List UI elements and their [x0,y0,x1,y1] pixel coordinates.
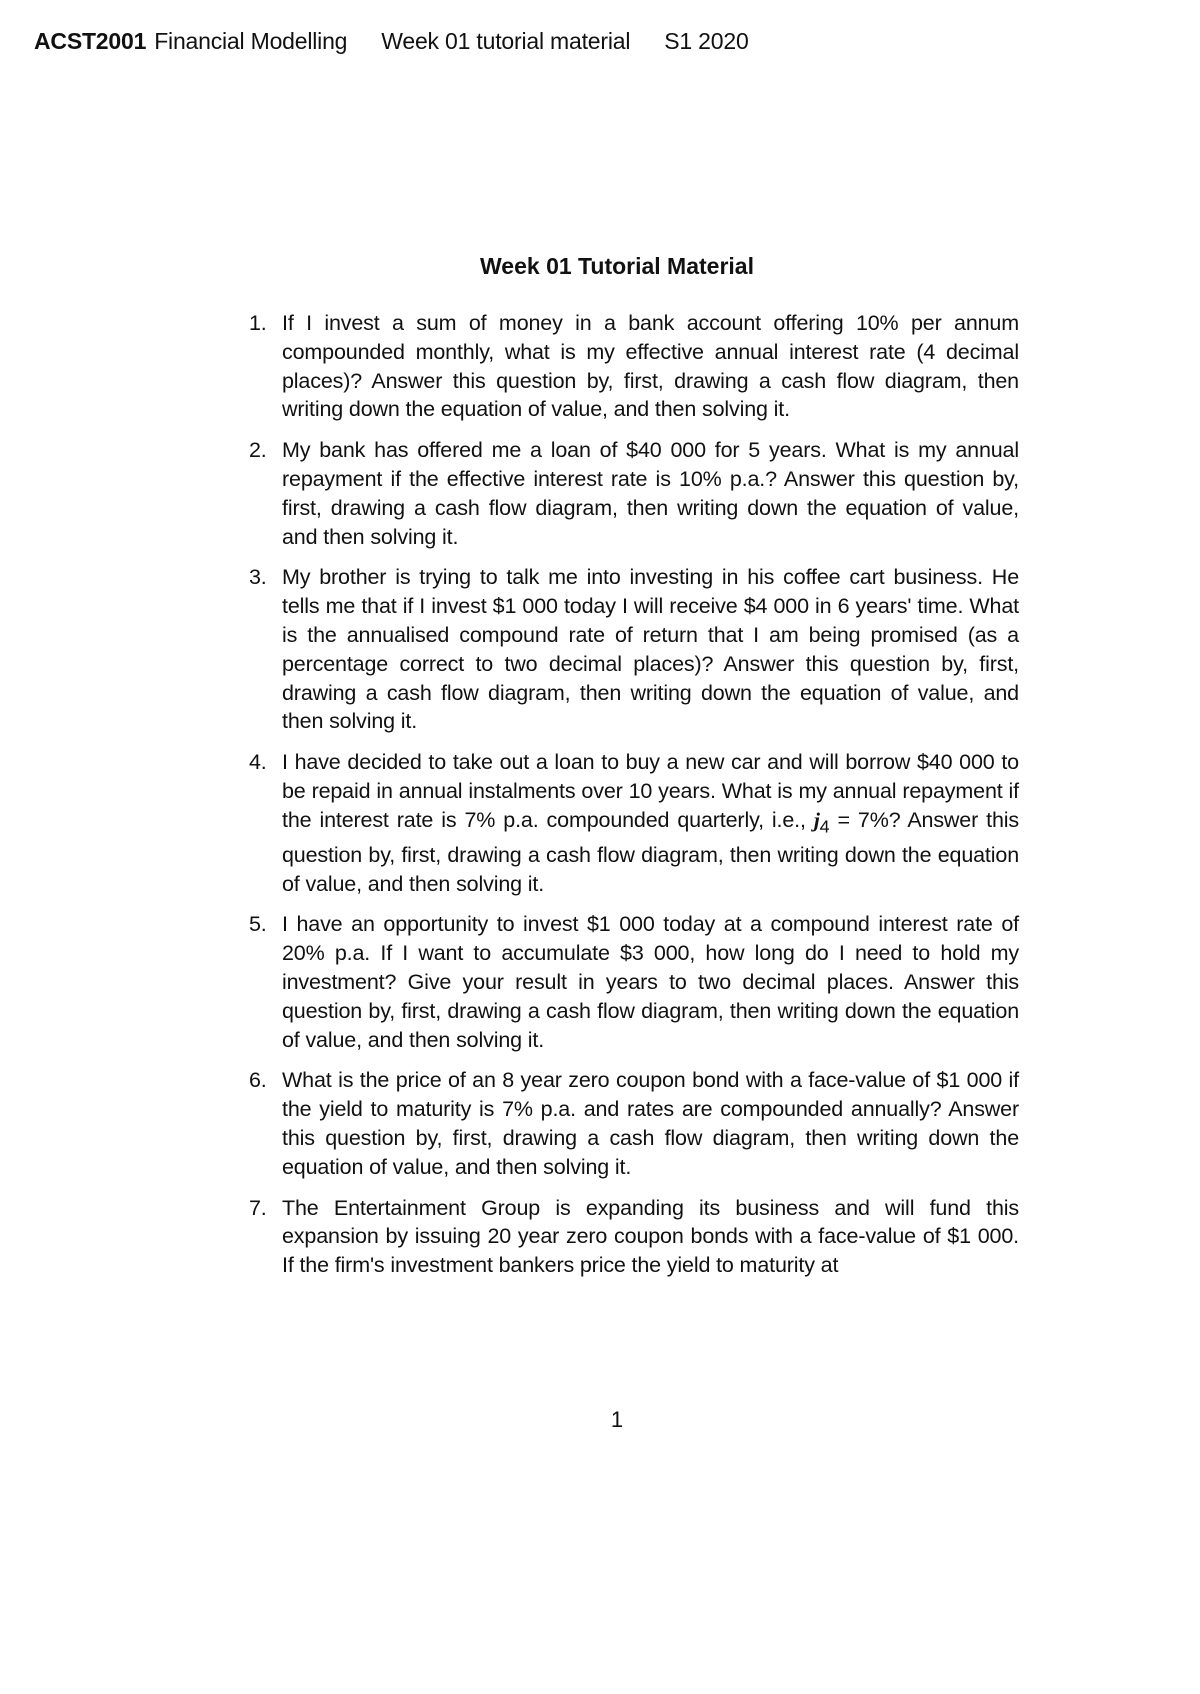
course-code: ACST2001 [34,28,147,54]
question-text: My brother is trying to talk me into investing in his coffee cart business. He tells me that if I invest $1 000 today I will receive $4 000 in 6 years' time. What is the annualised compound rate of return that I am being promised (as a percentage correct to two decimal places)? Answer this question by, first, drawing a cash flow diagram, then writing down the equation of value, and then solving it. [282,565,1019,734]
question-number: 6. [249,1068,267,1093]
question-text: My bank has offered me a loan of $40 000 for 5 years. What is my annual repayment if the effective interest rate is 10% p.a.? Answer this question by, first, drawing a cash flow diagram, then writing down the equation of value, and then solving it. [282,438,1019,549]
question-item [249,1066,1019,1181]
question-item [249,748,1019,898]
question-text-before: I have decided to take out a loan to buy a new car and will borrow $40 000 to be repaid in annual instalments over 10 years. What is my annual repayment if the interest rate is 7% p.a. compounded quarterly, i.e., [282,750,1019,832]
page-number: 1 [610,1407,624,1432]
question-number: 3. [249,565,267,590]
running-header [34,28,749,55]
course-name: Financial Modelling [154,28,348,54]
question-item [249,309,1019,424]
question-number: 7. [249,1195,267,1220]
page-title: Week 01 Tutorial Material [480,253,754,279]
question-item [249,563,1019,736]
question-text: What is the price of an 8 year zero coupon bond with a face-value of $1 000 if the yield to maturity is 7% p.a. and rates are compounded annually? Answer this question by, first, drawing a cash flow diagram, then writing down the equation of value, and then solving it. [282,1068,1019,1179]
question-text-after: = 7%? Answer this question by, first, drawing a cash flow diagram, then writing down the equation of value, and then solving it. [282,807,1019,896]
semester-label: S1 2020 [664,28,749,54]
question-text: I have an opportunity to invest $1 000 today at a compound interest rate of 20% p.a. If I want to accumulate $3 000, how long do I need to hold my investment? Give your result in years to two decimal places. Answer this question by, first, drawing a cash flow diagram, then writing down the equation of value, and then solving it. [282,912,1019,1052]
material-label: Week 01 tutorial material [381,28,631,54]
question-item [249,1194,1019,1280]
question-number: 2. [249,438,267,463]
question-item [249,436,1019,551]
question-list [249,309,1019,1292]
math-subscript: 4 [819,816,830,837]
question-text: The Entertainment Group is expanding its business and will fund this expansion by issuing 20 year zero coupon bonds with a face-value of $1 000. If the firm's investment bankers price the yield to maturity at [282,1195,1019,1278]
question-text [282,748,1019,898]
question-number: 4. [249,750,267,775]
question-text: If I invest a sum of money in a bank account offering 10% per annum compounded monthly, what is my effective annual interest rate (4 decimal places)? Answer this question by, first, drawing a cash flow diagram, then writing down the equation of value, and then solving it. [282,311,1019,422]
question-number: 5. [249,912,267,937]
question-number: 1. [249,311,267,335]
question-item [249,910,1019,1054]
math-symbol-j: j [813,807,820,832]
